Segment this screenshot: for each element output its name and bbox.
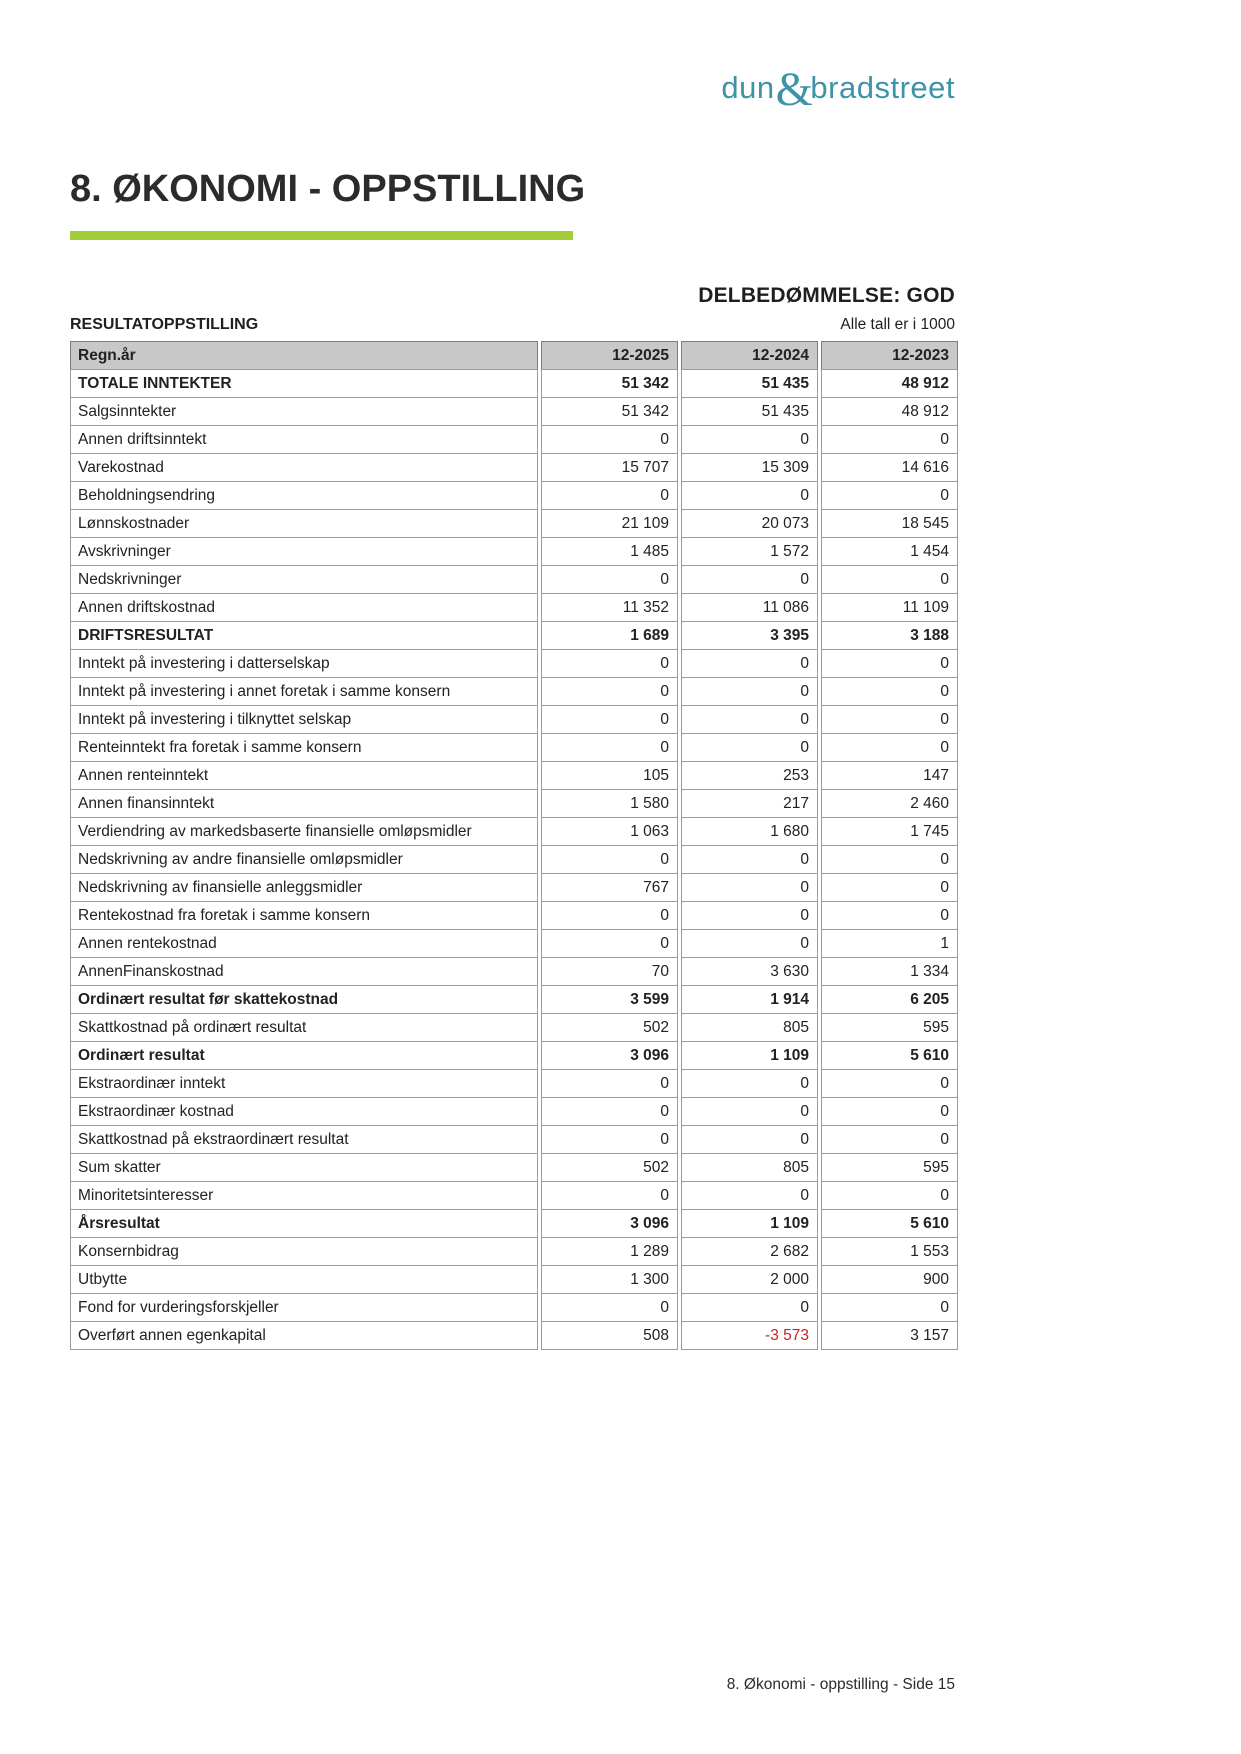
table-row — [70, 537, 959, 566]
row-value: 1 572 — [681, 537, 818, 566]
row-value: 0 — [541, 845, 678, 874]
row-value: 0 — [681, 1293, 818, 1322]
logo-word-bradstreet: bradstreet — [810, 70, 955, 105]
table-row — [70, 985, 959, 1014]
row-value: 805 — [681, 1153, 818, 1182]
table-row — [70, 733, 959, 762]
row-label: Annen driftsinntekt — [70, 425, 538, 454]
row-label: Varekostnad — [70, 453, 538, 482]
row-value: 3 188 — [821, 621, 958, 650]
row-value: 900 — [821, 1265, 958, 1294]
table-row — [70, 789, 959, 818]
row-label: Sum skatter — [70, 1153, 538, 1182]
table-row — [70, 565, 959, 594]
row-value: 0 — [681, 1069, 818, 1098]
row-value: 217 — [681, 789, 818, 818]
row-label: Årsresultat — [70, 1209, 538, 1238]
row-value: 1 109 — [681, 1209, 818, 1238]
row-label: Ordinært resultat — [70, 1041, 538, 1070]
row-label: Skattkostnad på ordinært resultat — [70, 1013, 538, 1042]
row-value: 1 553 — [821, 1237, 958, 1266]
row-label: Nedskrivning av finansielle anleggsmidler — [70, 873, 538, 902]
row-value: 0 — [681, 677, 818, 706]
table-row — [70, 1097, 959, 1126]
table-row — [70, 845, 959, 874]
table-row — [70, 481, 959, 510]
row-value: 0 — [681, 845, 818, 874]
page-title: 8. ØKONOMI - OPPSTILLING — [70, 168, 586, 210]
row-value: 0 — [821, 733, 958, 762]
row-label: Skattkostnad på ekstraordinært resultat — [70, 1125, 538, 1154]
table-row — [70, 1013, 959, 1042]
column-header-year: 12-2025 — [541, 341, 678, 370]
row-value: 14 616 — [821, 453, 958, 482]
row-value: 1 914 — [681, 985, 818, 1014]
row-label: Ekstraordinær inntekt — [70, 1069, 538, 1098]
row-value: 595 — [821, 1013, 958, 1042]
table-row — [70, 705, 959, 734]
row-label: Avskrivninger — [70, 537, 538, 566]
row-label: Minoritetsinteresser — [70, 1181, 538, 1210]
row-value: 3 157 — [821, 1321, 958, 1350]
row-value: 0 — [681, 649, 818, 678]
row-value: 0 — [541, 1125, 678, 1154]
row-value: 51 435 — [681, 369, 818, 398]
row-value: 20 073 — [681, 509, 818, 538]
row-value: 11 109 — [821, 593, 958, 622]
row-value: 0 — [541, 481, 678, 510]
table-row — [70, 649, 959, 678]
row-value: 1 — [821, 929, 958, 958]
table-subheader — [70, 316, 955, 334]
row-label: Inntekt på investering i datterselskap — [70, 649, 538, 678]
row-value: 48 912 — [821, 397, 958, 426]
table-row — [70, 1321, 959, 1350]
row-value: 0 — [821, 649, 958, 678]
row-value: 0 — [541, 1069, 678, 1098]
row-value: 0 — [821, 873, 958, 902]
row-value: 0 — [821, 901, 958, 930]
row-value: 0 — [541, 425, 678, 454]
row-value: 0 — [821, 677, 958, 706]
units-note: Alle tall er i 1000 — [840, 316, 955, 333]
row-value: 253 — [681, 761, 818, 790]
row-value: 0 — [541, 565, 678, 594]
row-value: 0 — [541, 705, 678, 734]
row-value: 0 — [821, 565, 958, 594]
row-value: 0 — [541, 677, 678, 706]
row-value: 1 454 — [821, 537, 958, 566]
row-value: 0 — [681, 733, 818, 762]
row-label: Inntekt på investering i tilknyttet selskap — [70, 705, 538, 734]
row-label: Salgsinntekter — [70, 397, 538, 426]
row-value: 3 630 — [681, 957, 818, 986]
table-row — [70, 1209, 959, 1238]
row-value: 21 109 — [541, 509, 678, 538]
page-footer: 8. Økonomi - oppstilling - Side 15 — [726, 1676, 955, 1693]
row-value: 1 109 — [681, 1041, 818, 1070]
row-value: 1 063 — [541, 817, 678, 846]
table-row — [70, 1293, 959, 1322]
row-value: 51 342 — [541, 397, 678, 426]
row-value: 2 460 — [821, 789, 958, 818]
row-label: DRIFTSRESULTAT — [70, 621, 538, 650]
table-row — [70, 509, 959, 538]
table-row — [70, 957, 959, 986]
ampersand-icon: & — [775, 63, 814, 116]
row-value: 508 — [541, 1321, 678, 1350]
row-value: 0 — [681, 873, 818, 902]
row-label: TOTALE INNTEKTER — [70, 369, 538, 398]
row-label: Nedskrivninger — [70, 565, 538, 594]
row-value: 1 300 — [541, 1265, 678, 1294]
row-value: 1 289 — [541, 1237, 678, 1266]
section-label: RESULTATOPPSTILLING — [70, 316, 259, 333]
row-label: Ekstraordinær kostnad — [70, 1097, 538, 1126]
row-value: 0 — [821, 1293, 958, 1322]
row-label: Konsernbidrag — [70, 1237, 538, 1266]
row-value: 11 352 — [541, 593, 678, 622]
table-row — [70, 425, 959, 454]
table-row — [70, 677, 959, 706]
row-label: Overført annen egenkapital — [70, 1321, 538, 1350]
table-row — [70, 1237, 959, 1266]
row-value: 3 395 — [681, 621, 818, 650]
table-row — [70, 1125, 959, 1154]
row-value: 0 — [821, 1181, 958, 1210]
row-value: 1 745 — [821, 817, 958, 846]
result-table — [70, 341, 959, 1350]
row-value: 1 485 — [541, 537, 678, 566]
assessment-heading: DELBEDØMMELSE: GOD — [698, 284, 955, 307]
row-value: 11 086 — [681, 593, 818, 622]
table-row — [70, 621, 959, 650]
row-value: 0 — [541, 901, 678, 930]
row-value: 3 599 — [541, 985, 678, 1014]
row-value: 502 — [541, 1013, 678, 1042]
table-row — [70, 369, 959, 398]
row-value: 51 435 — [681, 397, 818, 426]
table-row — [70, 1069, 959, 1098]
row-value: 0 — [821, 1125, 958, 1154]
dnb-logo — [721, 62, 955, 117]
row-value: 0 — [821, 1097, 958, 1126]
table-row — [70, 817, 959, 846]
table-row — [70, 593, 959, 622]
row-value: 805 — [681, 1013, 818, 1042]
row-label: Inntekt på investering i annet foretak i samme konsern — [70, 677, 538, 706]
row-value: 18 545 — [821, 509, 958, 538]
row-value: 5 610 — [821, 1041, 958, 1070]
row-value: 0 — [681, 425, 818, 454]
row-label: Verdiendring av markedsbaserte finansielle omløpsmidler — [70, 817, 538, 846]
row-value: 595 — [821, 1153, 958, 1182]
row-label: Annen rentekostnad — [70, 929, 538, 958]
row-value: 0 — [541, 1181, 678, 1210]
row-value: 15 707 — [541, 453, 678, 482]
row-value: 1 580 — [541, 789, 678, 818]
row-value: 0 — [541, 929, 678, 958]
row-label: Rentekostnad fra foretak i samme konsern — [70, 901, 538, 930]
table-row — [70, 1041, 959, 1070]
row-value: 0 — [821, 845, 958, 874]
table-row — [70, 1265, 959, 1294]
row-value: 5 610 — [821, 1209, 958, 1238]
row-label: Nedskrivning av andre finansielle omløpsmidler — [70, 845, 538, 874]
row-label: Ordinært resultat før skattekostnad — [70, 985, 538, 1014]
row-value: 15 309 — [681, 453, 818, 482]
row-value: 147 — [821, 761, 958, 790]
row-value: 502 — [541, 1153, 678, 1182]
column-header-label: Regn.år — [70, 341, 538, 370]
row-value: 767 — [541, 873, 678, 902]
row-value: 51 342 — [541, 369, 678, 398]
row-value: 0 — [681, 1181, 818, 1210]
table-row — [70, 1181, 959, 1210]
table-row — [70, 873, 959, 902]
table-header-row — [70, 341, 959, 370]
row-value: 0 — [541, 649, 678, 678]
row-value: 0 — [681, 929, 818, 958]
row-label: Annen driftskostnad — [70, 593, 538, 622]
row-value: 0 — [681, 1125, 818, 1154]
row-value: 105 — [541, 761, 678, 790]
title-underline — [70, 231, 573, 240]
row-value: 0 — [681, 705, 818, 734]
table-row — [70, 453, 959, 482]
row-value: 0 — [821, 425, 958, 454]
row-value: -3 573 — [681, 1321, 818, 1350]
row-label: AnnenFinanskostnad — [70, 957, 538, 986]
row-value: 2 682 — [681, 1237, 818, 1266]
row-value: 0 — [681, 565, 818, 594]
row-value: 1 334 — [821, 957, 958, 986]
row-value: 0 — [681, 1097, 818, 1126]
row-value: 0 — [821, 481, 958, 510]
logo-word-dun: dun — [721, 70, 775, 105]
table-row — [70, 761, 959, 790]
table-row — [70, 901, 959, 930]
row-value: 70 — [541, 957, 678, 986]
row-label: Fond for vurderingsforskjeller — [70, 1293, 538, 1322]
row-label: Beholdningsendring — [70, 481, 538, 510]
row-label: Renteinntekt fra foretak i samme konsern — [70, 733, 538, 762]
row-value: 1 680 — [681, 817, 818, 846]
row-label: Utbytte — [70, 1265, 538, 1294]
row-value: 0 — [821, 1069, 958, 1098]
table-row — [70, 1153, 959, 1182]
row-value: 3 096 — [541, 1041, 678, 1070]
row-value: 0 — [541, 733, 678, 762]
row-value: 48 912 — [821, 369, 958, 398]
table-row — [70, 397, 959, 426]
row-value: 0 — [541, 1097, 678, 1126]
row-value: 0 — [681, 481, 818, 510]
row-value: 0 — [541, 1293, 678, 1322]
row-label: Lønnskostnader — [70, 509, 538, 538]
row-value: 0 — [681, 901, 818, 930]
table-row — [70, 929, 959, 958]
row-value: 6 205 — [821, 985, 958, 1014]
row-value: 2 000 — [681, 1265, 818, 1294]
row-label: Annen renteinntekt — [70, 761, 538, 790]
row-label: Annen finansinntekt — [70, 789, 538, 818]
row-value: 0 — [821, 705, 958, 734]
row-value: 1 689 — [541, 621, 678, 650]
column-header-year: 12-2023 — [821, 341, 958, 370]
row-value: 3 096 — [541, 1209, 678, 1238]
column-header-year: 12-2024 — [681, 341, 818, 370]
